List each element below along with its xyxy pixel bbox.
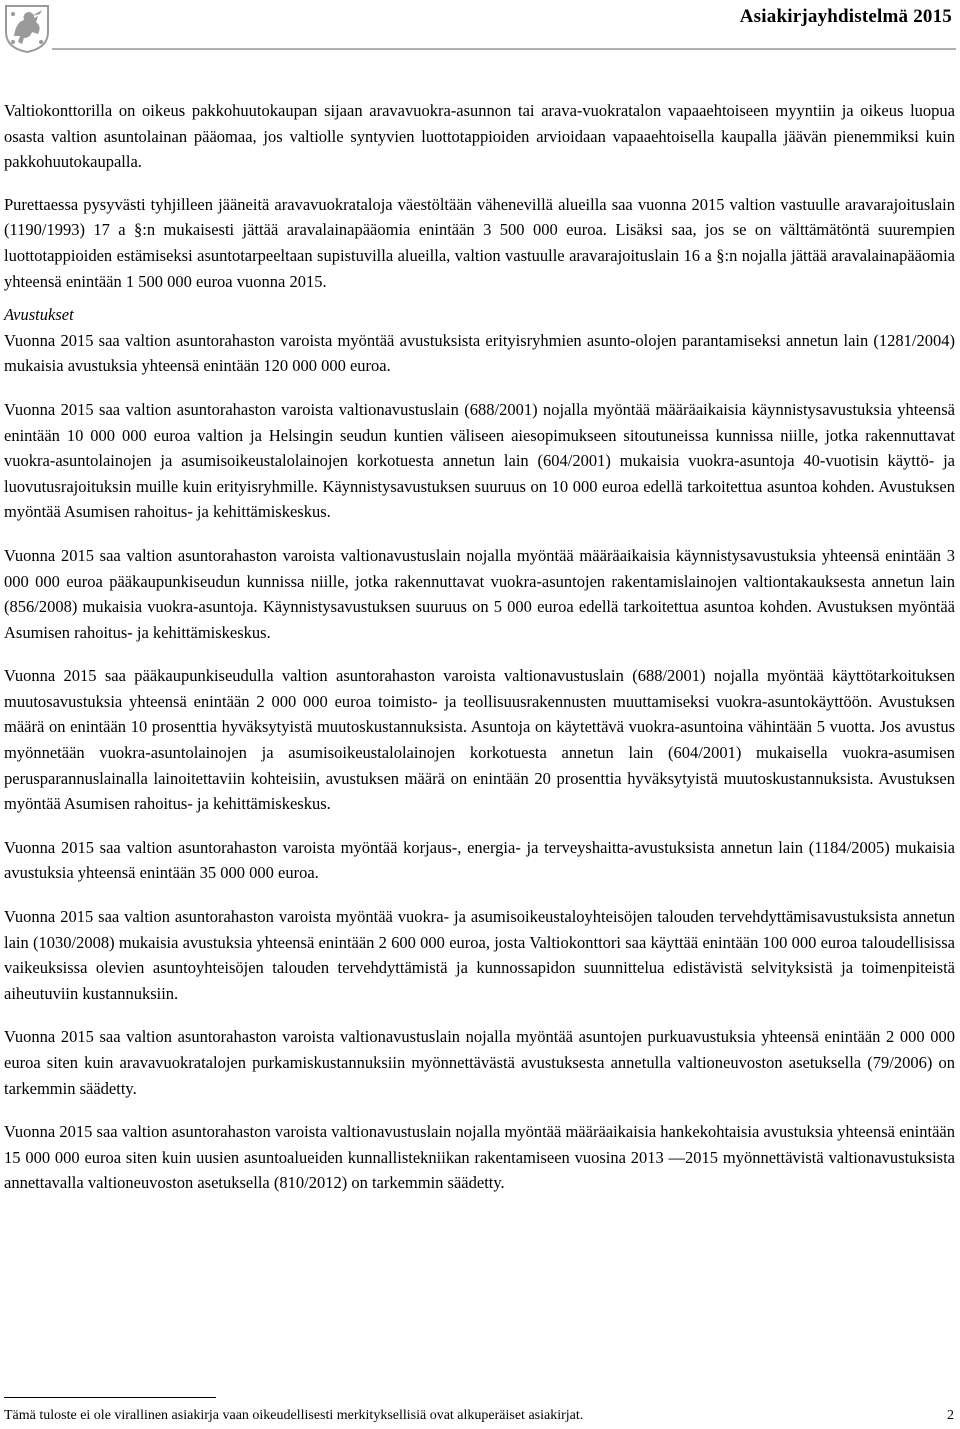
paragraph-conversion-grant: Vuonna 2015 saa pääkaupunkiseudulla valtion asuntorahaston varoista valtionavustuslain (688/2001) nojalla myöntää käyttötarkoituksen muutosavustuksia yhteensä enintään 2 000 000 euroa toimisto- ja teollisuusrakennusten muuttamiseksi vuokra-asuntokäyttöön. Avustuksen määrä on enintään 10 prosenttia hyväksytyistä muutoskustannuksista. Asuntoja on käytettävä vuokra-asuntoina vähintään 5 vuotta. Jos avustus myönnetään vuokra-asuntolainojen ja asumisoikeustalolainojen korkotuesta annetun lain (604/2001) mukaisella vuokra-asumisen perusparannuslainalla lainoitettaviin kohteisiin, avustuksen määrä on enintään 20 prosenttia hyväksytyistä muutoskustannuksista. Avustuksen myöntää Asumisen rahoitus- ja kehittämiskeskus. [4, 666, 955, 814]
footer-divider [4, 1397, 216, 1398]
paragraph-demolition-grant: Vuonna 2015 saa valtion asuntorahaston varoista valtionavustuslain nojalla myöntää asuntojen purkuavustuksia yhteensä enintään 2 000 000 euroa siten kuin aravavuokratalojen purkamiskustannuksiin myönnettävästä avustuksesta annetulla valtioneuvoston asetuksella (79/2006) on tarkemmin säädetty. [4, 1027, 955, 1098]
coat-of-arms-icon [2, 2, 52, 54]
paragraph-voluntary-sale: Valtiokonttorilla on oikeus pakkohuutokaupan sijaan aravavuokra-asunnon tai arava-vuokratalon vapaaehtoiseen myyntiin ja oikeus luopua osasta valtion asuntolainan pääomaa, jos valtiolle syntyvien luottotappioiden arvioidaan vapaaehtoisella kaupalla jäävän pienemmiksi kuin pakkohuutokaupalla. [4, 101, 955, 172]
section-heading-avustukset: Avustukset [4, 305, 74, 325]
paragraph-recovery-grant: Vuonna 2015 saa valtion asuntorahaston varoista myöntää vuokra- ja asumisoikeustaloyhteisöjen talouden tervehdyttämisavustuksista annetun lain (1030/2008) mukaisia avustuksia yhteensä enintään 2 600 000 euroa, josta Valtiokonttori saa käyttää enintään 100 000 euroa taloudellisissa vaikeuksissa olevien asuntoyhteisöjen talouden tervehdyttämistä ja kunnossapidon suunnittelua edistävistä selvityksistä ja toimenpiteistä aiheutuviin kustannuksiin. [4, 907, 955, 1003]
document-title: Asiakirjayhdistelmä 2015 [739, 6, 952, 27]
disclaimer-note: Tämä tuloste ei ole virallinen asiakirja vaan oikeudellisesti merkityksellisiä ovat alkuperäiset asiakirjat. [4, 1408, 584, 1423]
grants-section [4, 302, 955, 379]
paragraph-start-up-grant-capital: Vuonna 2015 saa valtion asuntorahaston varoista valtionavustuslain nojalla myöntää määräaikaisia käynnistysavustuksia yhteensä enintään 3 000 000 euroa pääkaupunkiseudun kunnissa niille, jotka rakennuttavat vuokra-asuntojen rakentamislainojen valtiontakauksesta annetun lain (856/2008) mukaisia vuokra-asuntoja. Käynnistysavustuksen suuruus on 5 000 euroa edellä tarkoitettua asuntoa kohden. Avustuksen myöntää Asumisen rahoitus- ja kehittämiskeskus. [4, 545, 955, 642]
page-number: 2 [947, 1408, 954, 1423]
paragraph-infrastructure-grant: Vuonna 2015 saa valtion asuntorahaston varoista valtionavustuslain nojalla myöntää määräaikaisia hankekohtaisia avustuksia yhteensä enintään 15 000 000 euroa siten kuin uusien asuntoalueiden kunnallistekniikan rakentamiseen vuosina 2013 —2015 myönnettävistä valtionavustuksista annettavalla valtioneuvoston asetuksella (810/2012) on tarkemmin säädetty. [4, 1122, 955, 1193]
document-body [4, 98, 955, 1214]
page-header [0, 0, 960, 60]
paragraph-start-up-grant-helsinki: Vuonna 2015 saa valtion asuntorahaston varoista valtionavustuslain (688/2001) nojalla myöntää määräaikaisia käynnistysavustuksia yhteensä enintään 10 000 000 euroa valtion ja Helsingin seudun kuntien väliseen aiesopimukseen sitoutuneissa kunnissa niille, jotka rakennuttavat vuokra-asuntolainojen ja asumisoikeustalolainojen korkotuesta annetun lain (604/2001) mukaisia vuokra-asuntoja 40-vuotisin käyttö- ja luovutusrajoituksin muille kuin erityisryhmille. Käynnistysavustuksen suuruus on 10 000 euroa edellä tarkoitettua asuntoa kohden. Avustuksen myöntää Asumisen rahoitus- ja kehittämiskeskus. [4, 399, 955, 522]
paragraph-repair-grant: Vuonna 2015 saa valtion asuntorahaston varoista myöntää korjaus-, energia- ja terveyshaitta-avustuksista annetun lain (1184/2005) mukaisia avustuksia yhteensä enintään 35 000 000 euroa. [4, 837, 955, 883]
header-divider [52, 48, 956, 50]
paragraph-special-groups-grant: Vuonna 2015 saa valtion asuntorahaston varoista myöntää avustuksista erityisryhmien asunto-olojen parantamiseksi annetun lain (1281/2004) mukaisia avustuksia yhteensä enintään 120 000 000 euroa. [4, 330, 955, 376]
paragraph-demolition-loans: Purettaessa pysyvästi tyhjilleen jääneitä aravavuokrataloja väestöltään vähenevillä alueilla saa vuonna 2015 valtion vastuulle aravarajoituslain (1190/1993) 17 a §:n mukaisesti jättää aravalainapääomia enintään 3 500 000 euroa. Lisäksi saa, jos se on välttämätöntä suurempien luottotappioiden estämiseksi asuntotarpeeltaan supistuvilla alueilla, valtion vastuulle aravarajoituslain 16 a §:n nojalla jättää aravalainapääomia yhteensä enintään 1 500 000 euroa vuonna 2015. [4, 194, 955, 291]
